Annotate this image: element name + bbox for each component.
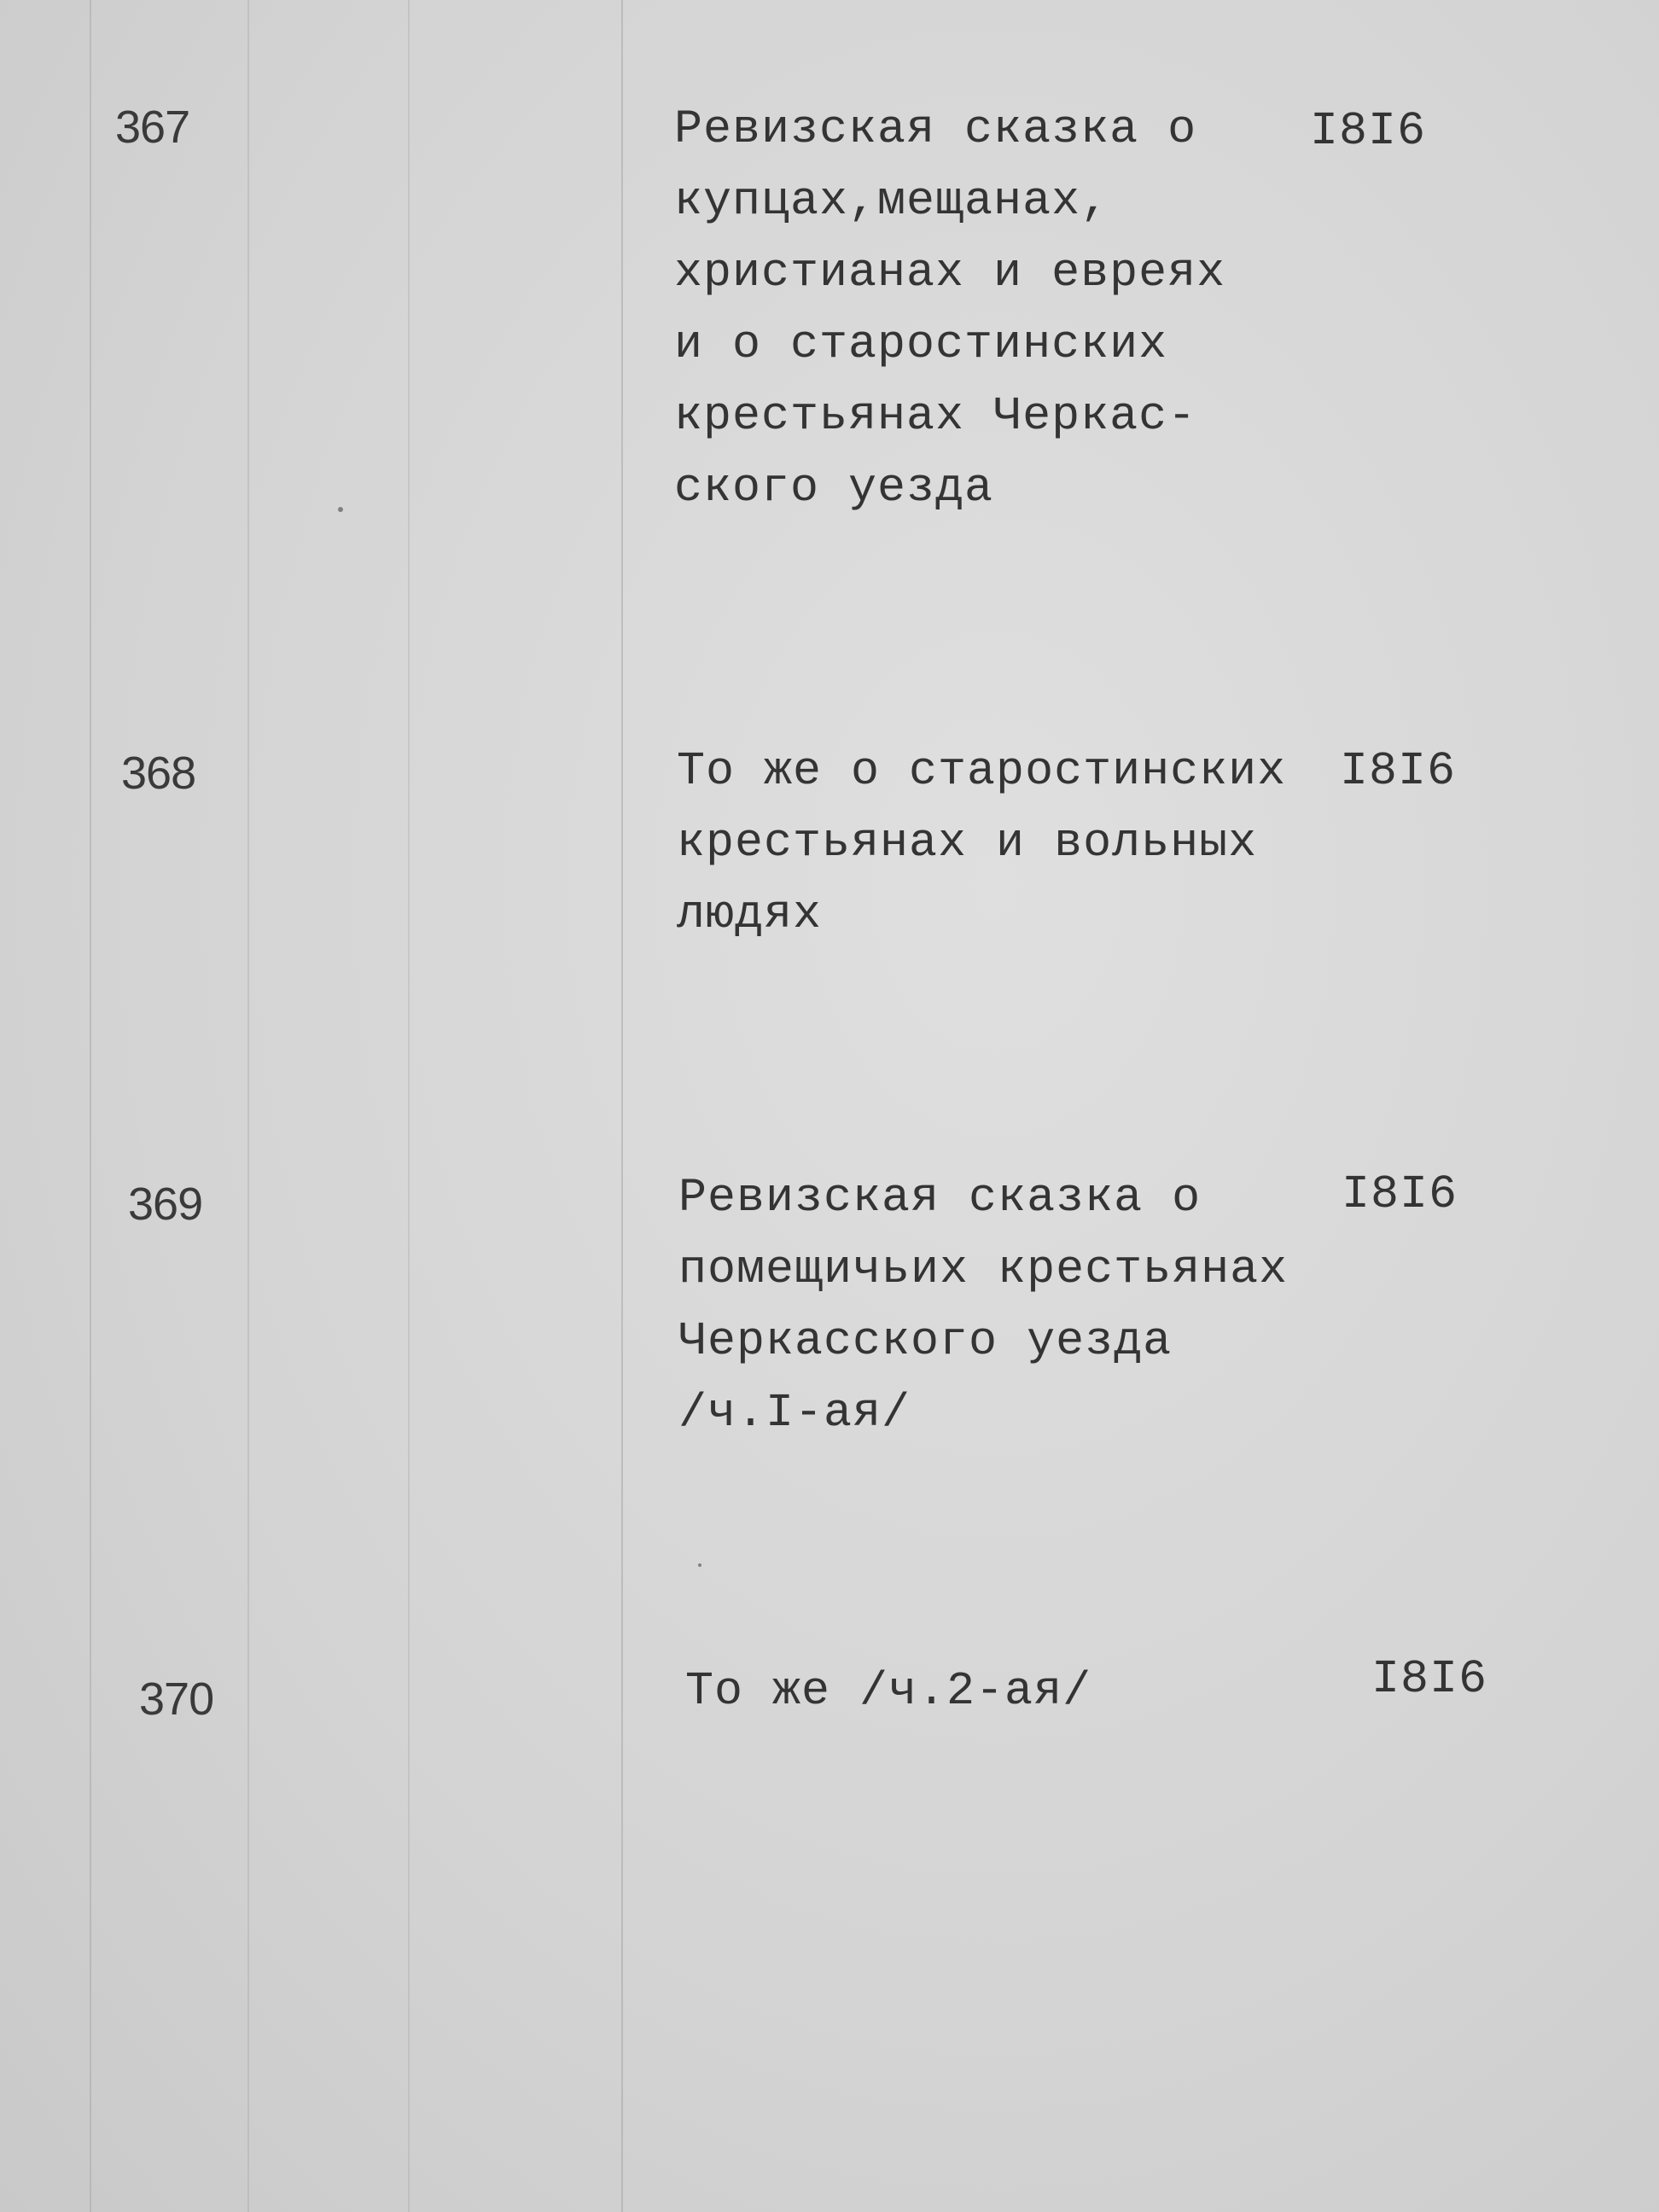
speck <box>698 1563 701 1567</box>
entry-year: I8I6 <box>1340 744 1457 798</box>
speck <box>338 507 343 512</box>
entry-number: 369 <box>128 1179 203 1230</box>
entry-number: 367 <box>115 102 190 153</box>
column-rule <box>247 0 249 2212</box>
entry-year: I8I6 <box>1371 1652 1488 1706</box>
entry-title: Ревизская сказка о помещичьих крестьянах Черкасского уезда /ч.I-ая/ <box>678 1171 1289 1440</box>
entry-number: 370 <box>139 1674 214 1725</box>
column-rule <box>90 0 91 2212</box>
column-rule <box>621 0 623 2212</box>
entry-number: 368 <box>121 748 196 799</box>
entry-title: Ревизская сказка о купцах,мещанах, христианах и евреях и о старостинских крестьянах Черкас- ского уезда <box>674 102 1226 515</box>
entry-title: То же о старостинских крестьянах и вольных людях <box>677 744 1287 941</box>
entry-year: I8I6 <box>1342 1167 1458 1221</box>
entry-year: I8I6 <box>1310 104 1427 158</box>
column-rule <box>408 0 410 2212</box>
entry-title: То же /ч.2-ая/ <box>685 1664 1092 1718</box>
